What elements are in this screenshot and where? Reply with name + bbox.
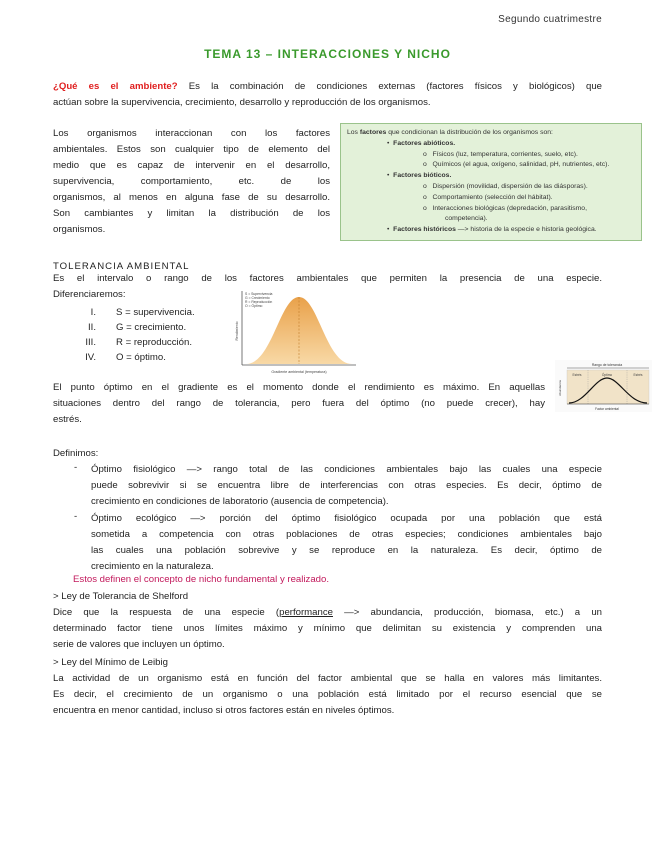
- dash-bullet: -: [74, 462, 78, 473]
- x-axis-label: Gradiente ambiental (temperatura): [271, 370, 327, 374]
- text-line: Los organismos interaccionan con los factores: [53, 128, 330, 139]
- text-line: sometida a competencia con otras poblaciones de otras especies; condiciones ambientales bajo: [91, 529, 602, 540]
- optimum-paragraph: [53, 380, 545, 428]
- text-line: Es el intervalo o rango de los factores ambientales que permiten la presencia de una especie.: [53, 273, 602, 284]
- text-line: La actividad de un organismo está en función del factor ambiental que se halla en valores más limitantes.: [53, 673, 602, 684]
- text-line: encuentra en menor cantidad, incluso si otros factores están en niveles óptimos.: [53, 705, 395, 716]
- biotic-item-cont: competencia).: [445, 215, 488, 223]
- text-line: El punto óptimo en el gradiente es el momento donde el rendimiento es máximo. En aquellas: [53, 382, 545, 393]
- text-line: Diferenciaremos:: [53, 289, 126, 300]
- legend-entry: R = Reproducción: [245, 300, 273, 304]
- legend-entry: S = Supervivencia: [245, 292, 273, 296]
- shelford-paragraph: [53, 605, 602, 653]
- abiotic-title: • Factores abióticos.: [387, 139, 456, 147]
- dash-bullet: -: [74, 511, 78, 522]
- historic-line: • Factores históricos —> historia de la especie e historia geológica.: [387, 226, 597, 234]
- text-line: Dice que la respuesta de una especie (performance —> abundancia, producción, biomasa, etc.) a un: [53, 607, 602, 618]
- factors-box: [340, 123, 642, 241]
- zone-label: Estrés: [572, 373, 582, 377]
- list-item: III. R = reproducción.: [85, 337, 192, 348]
- tolerance-heading: TOLERANCIA AMBIENTAL: [53, 261, 190, 272]
- organisms-paragraph: [53, 126, 330, 238]
- text-line: Óptimo ecológico —> porción del óptimo fisiológico ocupada por una población que está: [91, 513, 602, 524]
- definition-physiological: [91, 462, 602, 510]
- zone-label: Estrés: [633, 373, 643, 377]
- text-line: puede sobrevivir si se encuentra libre de interferencias con otras especies. Es decir, óptimo de: [91, 480, 602, 491]
- text-line: crecimiento en condiciones de laboratorio (ausencia de competencia).: [91, 496, 389, 507]
- shelford-heading: > Ley de Tolerancia de Shelford: [53, 591, 189, 602]
- text-line: Óptimo fisiológico —> rango total de las condiciones ambientales bajo las cuales una especie: [91, 464, 602, 475]
- definitions-heading: Definimos:: [53, 448, 99, 459]
- page-title: TEMA 13 – INTERACCIONES Y NICHO: [204, 47, 451, 61]
- legend-entry: G = Crecimiento: [245, 296, 270, 300]
- semester-header: Segundo cuatrimestre: [498, 14, 602, 25]
- biotic-item: o Dispersión (movilidad, dispersión de las diásporas).: [423, 182, 588, 190]
- abiotic-item: o Químicos (el agua, oxígeno, salinidad, pH, nutrientes, etc).: [423, 161, 610, 169]
- tolerance-list: [60, 305, 195, 365]
- text-line: crecimiento en la naturaleza.: [91, 561, 214, 572]
- range-label: Rango de tolerancia: [591, 363, 623, 367]
- text-line: medio que es capaz de intervenir en el desarrollo,: [53, 160, 330, 171]
- box-intro: Los factores que condicionan la distribución de los organismos son:: [347, 129, 553, 136]
- liebig-heading: > Ley del Mínimo de Leibig: [53, 657, 168, 668]
- list-item: I. S = supervivencia.: [90, 307, 195, 318]
- intro-line: actúan sobre la supervivencia, crecimiento, desarrollo y reproducción de los organismos.: [53, 97, 431, 108]
- abiotic-item: o Físicos (luz, temperatura, corrientes, suelo, etc).: [423, 150, 578, 158]
- text-line: situaciones dentro del rango de tolerancia, pero fuera del óptimo (no puede crecer), hay: [53, 398, 545, 409]
- intro-paragraph: [53, 79, 602, 111]
- biotic-item: o Interacciones biológicas (depredación, parasitismo,: [423, 204, 587, 212]
- legend-entry: O = Óptimo: [245, 304, 263, 308]
- text-line: determinado factor tiene unos límites máximo y mínimo que delimitan su existencia y comprenden una: [53, 623, 602, 634]
- liebig-paragraph: [53, 671, 602, 719]
- biotic-title: • Factores bióticos.: [387, 172, 452, 180]
- text-line: organismos, al menos en alguna fase de su desarrollo.: [53, 192, 330, 203]
- zone-label: Óptimo: [601, 373, 613, 377]
- x-axis-label: Factor ambiental: [595, 407, 619, 411]
- tolerance-range-figure: [555, 360, 652, 412]
- list-item: II. G = crecimiento.: [88, 322, 187, 333]
- niche-note: Estos definen el concepto de nicho fundamental y realizado.: [73, 574, 330, 585]
- intro-line: Es la combinación de condiciones externas (factores físicos y biológicos) que: [188, 81, 602, 92]
- tolerance-bell-figure: [232, 287, 360, 379]
- definition-ecological: [91, 511, 602, 575]
- text-line: las cuales una población sobrevive y se reproduce en la naturaleza. Es decir, óptimo de: [91, 545, 602, 556]
- intro-question: ¿Qué es el ambiente?: [53, 81, 178, 92]
- y-axis-label: Rendimiento: [235, 321, 239, 341]
- text-line: estrés.: [53, 414, 82, 425]
- y-axis-label: Abundancia: [558, 380, 562, 396]
- text-line: Es decir, el crecimiento de un organismo o una población está limitado por el recurso esencial que se: [53, 689, 602, 700]
- text-line: ambientales. Estos son cualquier tipo de elemento del: [53, 144, 330, 155]
- text-line: supervivencia, comportamiento, etc. de los: [53, 176, 330, 187]
- list-item: IV. O = óptimo.: [85, 352, 166, 363]
- biotic-item: o Comportamiento (selección del hábitat).: [423, 193, 553, 201]
- text-line: organismos.: [53, 224, 106, 235]
- text-line: Son cambiantes y limitan la distribución de los: [53, 208, 330, 219]
- text-line: serie de valores que incluyen un óptimo.: [53, 639, 225, 650]
